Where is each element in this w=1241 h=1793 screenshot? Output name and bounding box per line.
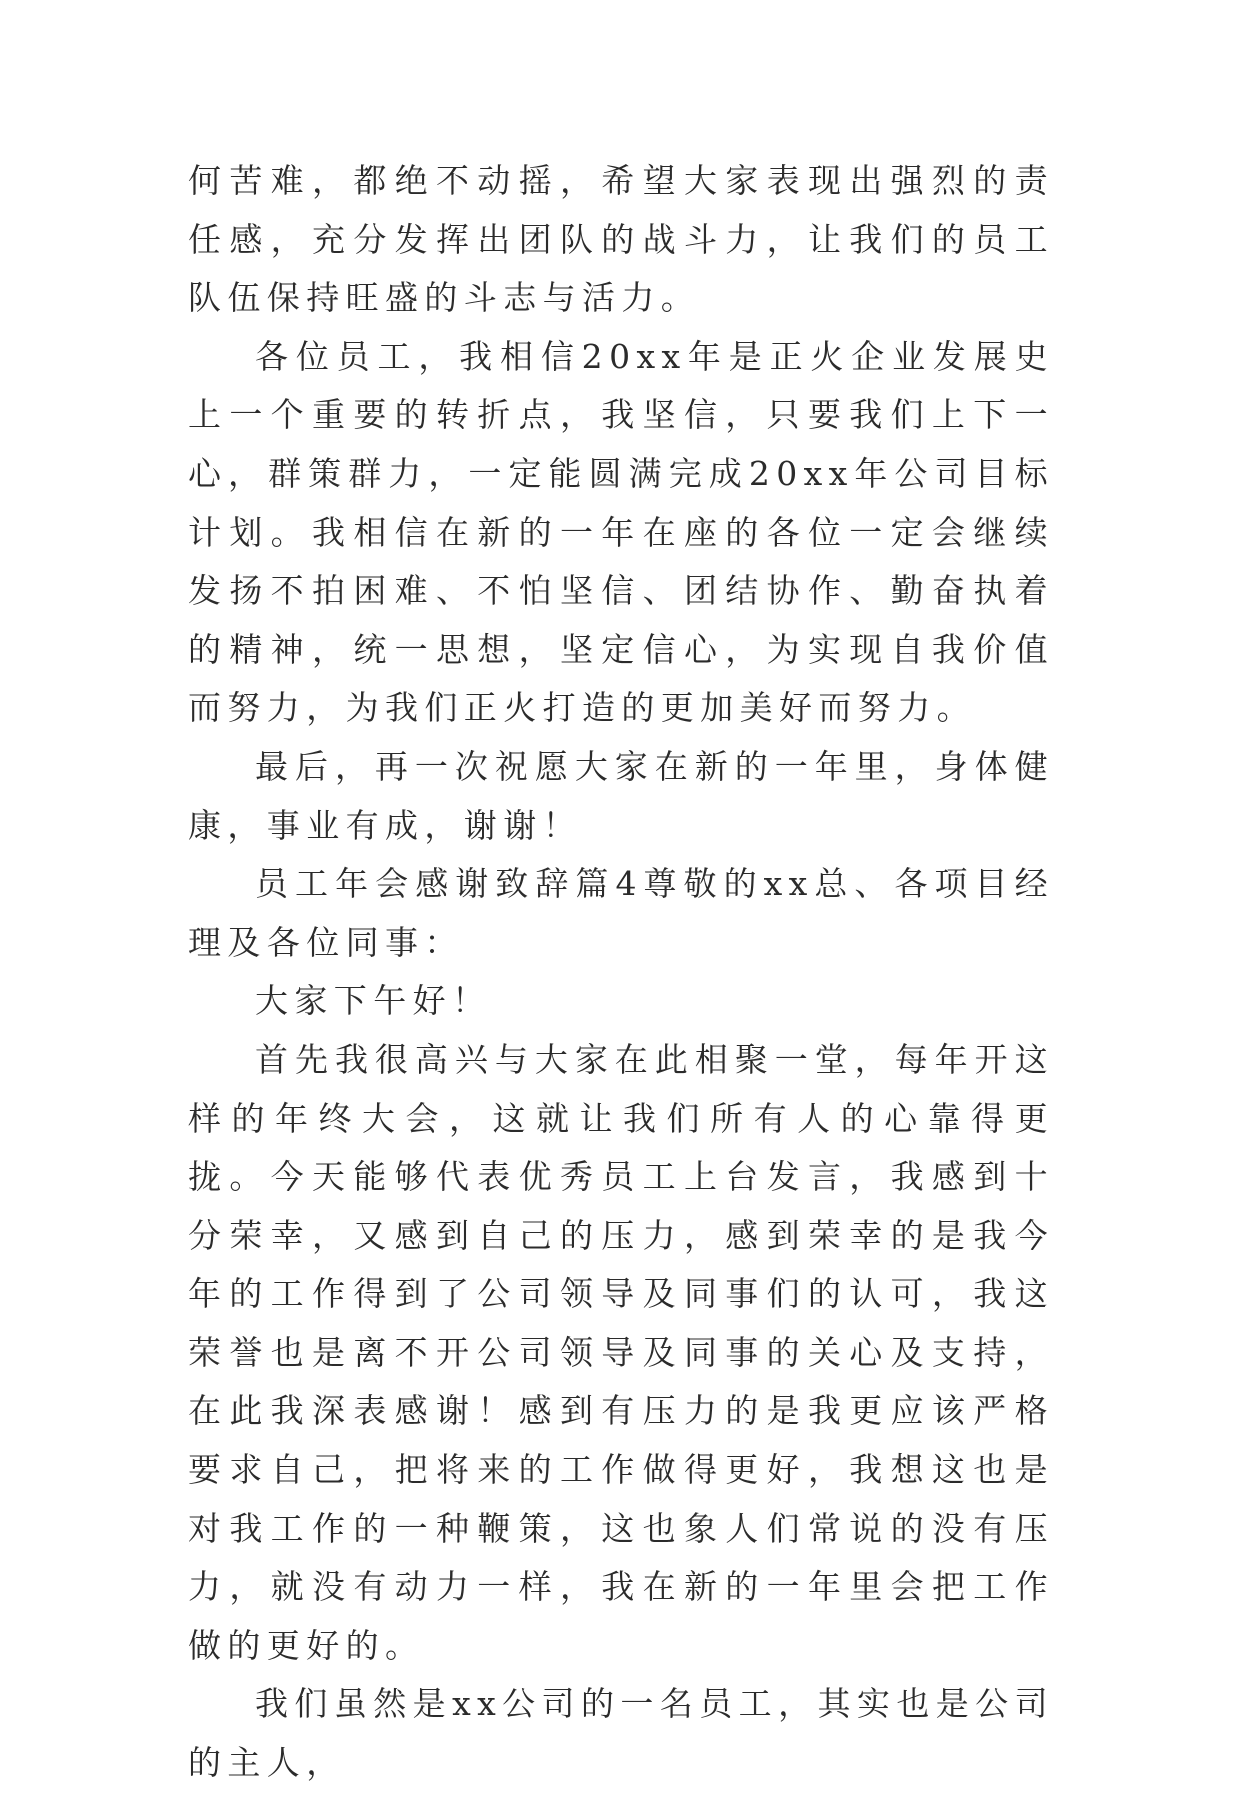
paragraph-employees-belief: 各位员工，我相信20xx年是正火企业发展史上一个重要的转折点，我坚信，只要我们上下一心，群策群力，一定能圆满完成20xx年公司目标计划。我相信在新的一年在座的各位一定会继续发扬不拍困难、不怕坚信、团结协作、勤奋执着的精神，统一思想，坚定信心，为实现自我价值而努力，为我们正火打造的更加美好而努力。 [188, 336, 1054, 728]
paragraph-speech-4-heading: 员工年会感谢致辞篇4尊敬的xx总、各项目经理及各位同事： [188, 864, 1054, 962]
paragraph-company-owner: 我们虽然是xx公司的一名员工，其实也是公司的主人， [188, 1684, 1054, 1783]
paragraph-gratitude: 首先我很高兴与大家在此相聚一堂，每年开这样的年终大会，这就让我们所有人的心靠得更拢。今天能够代表优秀员工上台发言，我感到十分荣幸，又感到自己的压力，感到荣幸的是我今年的工作得到了公司领导及同事们的认可，我这荣誉也是离不开公司领导及同事的关心及支持，在此我深表感谢！感到有压力的是我更应该严格要求自己，把将来的工作做得更好，我想这也是对我工作的一种鞭策，这也象人们常说的没有压力，就没有动力一样，我在新的一年里会把工作做的更好的。 [188, 1039, 1054, 1665]
body-text [188, 152, 1054, 1793]
paragraph-closing-wishes: 最后，再一次祝愿大家在新的一年里，身体健康，事业有成，谢谢！ [188, 746, 1054, 845]
paragraph-greeting: 大家下午好！ [255, 981, 492, 1021]
paragraph-continuation: 何苦难，都绝不动摇，希望大家表现出强烈的责任感，充分发挥出团队的战斗力，让我们的员工队伍保持旺盛的斗志与活力。 [188, 161, 1054, 318]
